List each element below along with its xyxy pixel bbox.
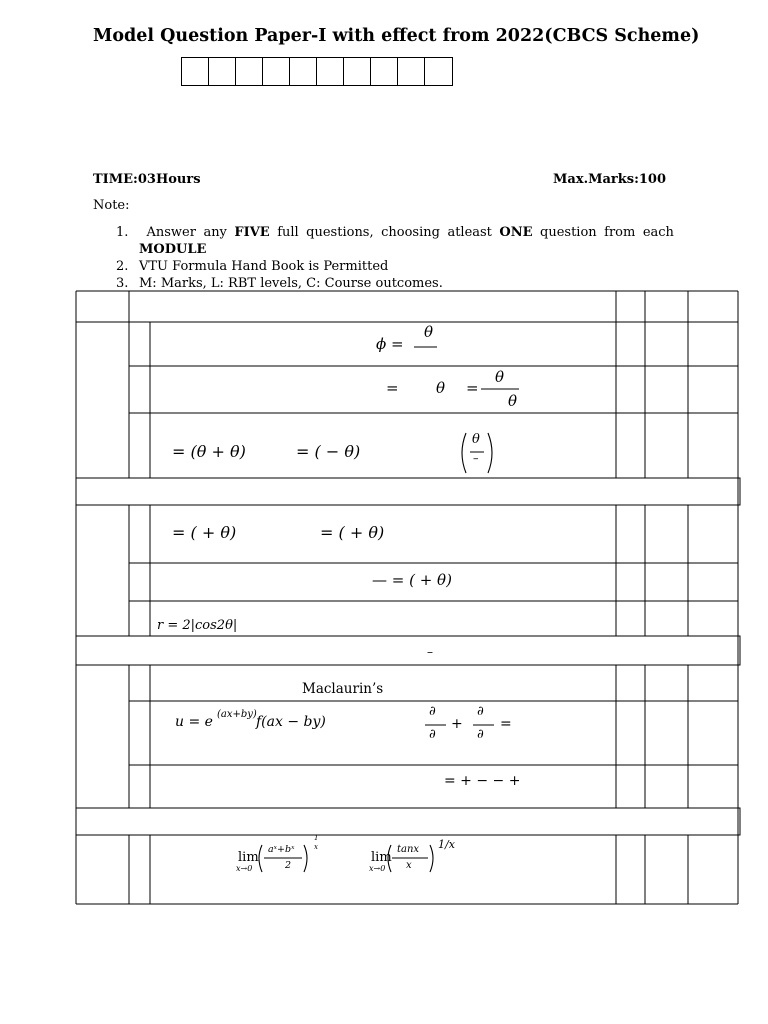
q4-exp2: 1/x	[438, 838, 455, 851]
usn-box[interactable]	[182, 58, 209, 85]
usn-box[interactable]	[317, 58, 344, 85]
q3b-eq: =	[500, 716, 512, 732]
time-label: TIME:03Hours	[93, 172, 201, 187]
usn-box[interactable]	[398, 58, 425, 85]
q4-frac2-num: tanx	[397, 844, 420, 855]
usn-box[interactable]	[209, 58, 236, 85]
q1c-expr2: = ( − θ)	[296, 442, 361, 461]
instruction-1	[116, 225, 674, 240]
instruction-word: Answer	[146, 225, 196, 240]
instruction-word: choosing	[381, 225, 440, 240]
page-title: Model Question Paper-I with effect from 2022(CBCS Scheme)	[93, 26, 700, 46]
instruction-word: full	[277, 225, 299, 240]
instruction-number: 1.	[116, 225, 129, 240]
usn-boxes[interactable]	[181, 57, 453, 86]
q4-sub2: x→0	[369, 864, 386, 873]
q4-sub1: x→0	[236, 864, 253, 873]
note-label: Note:	[93, 198, 130, 213]
q3b-plus: +	[451, 716, 463, 732]
q3b-u: u = e	[175, 714, 213, 730]
q2c-expr: r = 2|cos2θ|	[157, 618, 238, 633]
usn-box[interactable]	[425, 58, 452, 85]
q3b-d3: ∂	[477, 704, 484, 719]
usn-box[interactable]	[290, 58, 317, 85]
q2a-expr1: = ( + θ)	[172, 523, 237, 542]
q3b-f: f(ax − by)	[256, 714, 326, 730]
q4-exp1-num: 1	[314, 834, 319, 842]
q1b-eq2: =	[466, 379, 479, 397]
instruction-word: FIVE	[234, 225, 270, 240]
usn-box[interactable]	[371, 58, 398, 85]
q3b-d2: ∂	[429, 727, 436, 742]
q1b-eq1: =	[386, 379, 399, 397]
q3c-expr: = + − − +	[444, 773, 521, 789]
instruction-text: VTU Formula Hand Book is Permitted	[139, 259, 389, 274]
instruction-word: question	[540, 225, 597, 240]
instruction-3	[116, 276, 443, 291]
q4-lim1: lim	[238, 850, 259, 865]
usn-box[interactable]	[236, 58, 263, 85]
q3b-d1: ∂	[429, 704, 436, 719]
q1b-num: θ	[495, 368, 505, 386]
instruction-number: 3.	[116, 276, 129, 291]
instruction-2	[116, 259, 388, 274]
q4-lim2: lim	[371, 850, 392, 865]
q1c-expr1: = (θ + θ)	[172, 442, 246, 461]
q4-exp1-den: x	[314, 843, 318, 851]
q4-frac1-den: 2	[285, 860, 292, 871]
q1b-den: θ	[508, 392, 518, 410]
q3a-text: Maclaurin’s	[302, 681, 384, 697]
q2b-expr: — = ( + θ)	[372, 571, 452, 589]
instruction-text: M: Marks, L: RBT levels, C: Course outcomes.	[139, 276, 443, 291]
instruction-word: atleast	[447, 225, 492, 240]
q4-frac2-den: x	[406, 860, 412, 871]
q3b-d4: ∂	[477, 727, 484, 742]
q1c-paren-den: –	[473, 452, 479, 465]
instruction-word: from	[604, 225, 636, 240]
q3b-exp: (ax+by)	[217, 709, 257, 720]
or-separator-2: –	[427, 645, 433, 659]
max-marks-label: Max.Marks:100	[553, 172, 667, 187]
instruction-word: any	[203, 225, 227, 240]
q1a-phi: ϕ =	[376, 335, 404, 353]
usn-box[interactable]	[263, 58, 290, 85]
instruction-number: 2.	[116, 259, 129, 274]
instruction-word: questions,	[306, 225, 374, 240]
q1c-paren-num: θ	[472, 432, 480, 447]
q1a-theta: θ	[424, 323, 434, 341]
instruction-1-continuation: MODULE	[139, 242, 207, 257]
instruction-word: each	[642, 225, 674, 240]
instruction-word: ONE	[499, 225, 533, 240]
usn-box[interactable]	[344, 58, 371, 85]
q2a-expr2: = ( + θ)	[320, 523, 385, 542]
q1b-theta: θ	[436, 379, 446, 397]
q4-frac1-num: aˣ+bˣ	[268, 844, 295, 855]
